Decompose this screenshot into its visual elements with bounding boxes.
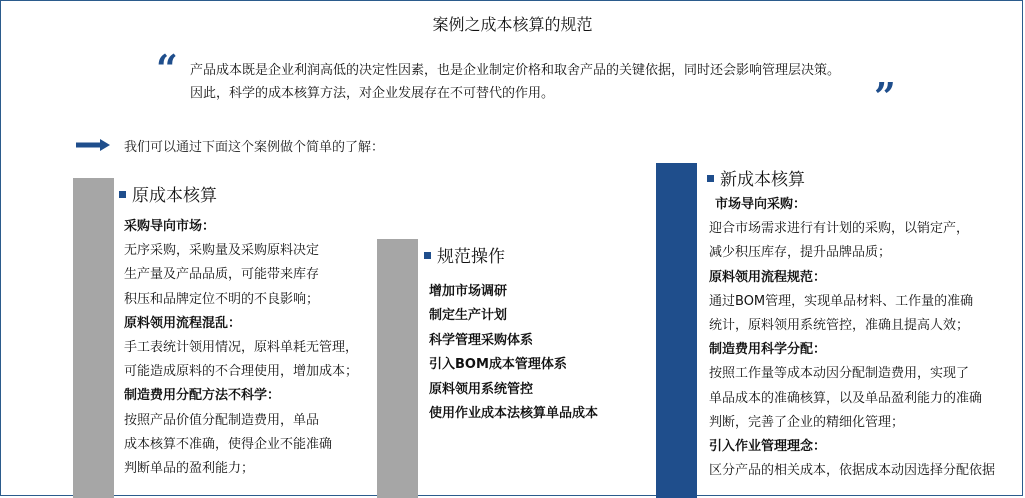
list-item: 使用作业成本法核算单品成本 <box>429 406 599 422</box>
list-item: 通过BOM管理，实现单品材料、工作量的准确 <box>709 293 974 309</box>
intro-text: 我们可以通过下面这个案例做个简单的了解： <box>124 140 385 155</box>
list-item: 成本核算不准确，使得企业不能准确 <box>124 436 333 452</box>
list-item: 手工表统计领用情况，原料单耗无管理， <box>124 340 359 356</box>
bullet-square-icon <box>119 191 126 198</box>
quote-line-2: 因此，科学的成本核算方法，对企业发展存在不可替代的作用。 <box>190 86 555 101</box>
bullet-square-icon <box>707 175 714 182</box>
list-item: 统计，原料领用系统管控，准确且提高人效； <box>709 318 970 334</box>
list-item: 按照工作量等成本动因分配制造费用，实现了 <box>709 366 970 382</box>
section-title-original: 原成本核算 <box>119 181 217 206</box>
open-quote-icon: “ <box>156 46 178 91</box>
list-item: 按照产品价值分配制造费用，单品 <box>124 412 320 428</box>
list-item: 制定生产计划 <box>429 308 508 324</box>
list-item: 判断，完善了企业的精细化管理； <box>709 414 905 430</box>
list-item: 增加市场调研 <box>429 284 508 299</box>
list-item: 采购导向市场： <box>124 219 216 234</box>
list-item: 减少积压库存，提升品牌品质； <box>709 245 892 261</box>
page-title: 案例之成本核算的规范 <box>432 15 593 34</box>
quote-line-1: 产品成本既是企业利润高低的决定性因素，也是企业制定价格和取舍产品的关键依据，同时还会影响管理层决策。 <box>190 63 841 78</box>
new-costing-list <box>709 193 995 483</box>
list-item: 引入BOM成本管理体系 <box>429 357 567 373</box>
section-title-new: 新成本核算 <box>707 165 805 190</box>
list-item: 制造费用科学分配： <box>709 342 827 358</box>
list-item: 迎合市场需求进行有计划的采购，以销定产， <box>709 221 970 237</box>
arrow-right-icon <box>76 139 110 151</box>
list-item: 科学管理采购体系 <box>429 332 534 348</box>
list-item: 引入作业管理理念： <box>709 439 827 455</box>
right-accent-bar <box>656 163 697 498</box>
list-item: 区分产品的相关成本，依据成本动因选择分配依据 <box>709 463 996 479</box>
list-item: 单品成本的准确核算，以及单品盈利能力的准确 <box>709 390 983 406</box>
list-item: 积压和品牌定位不明的不良影响； <box>124 291 320 307</box>
standard-operation-list <box>429 280 598 426</box>
list-item: 生产量及产品品质，可能带来库存 <box>124 267 320 283</box>
list-item: 原料领用流程混乱： <box>124 315 242 331</box>
middle-accent-bar <box>377 239 418 498</box>
list-item: 市场导向采购： <box>715 197 807 212</box>
left-accent-bar <box>73 178 114 498</box>
list-item: 可能造成原料的不合理使用，增加成本； <box>124 364 359 380</box>
list-item: 无序采购，采购量及采购原料决定 <box>124 243 320 259</box>
section-title-standard: 规范操作 <box>424 242 505 267</box>
list-item: 制造费用分配方法不科学： <box>124 388 281 404</box>
bullet-square-icon <box>424 252 431 259</box>
list-item: 原料领用流程规范： <box>709 269 827 285</box>
close-quote-icon: ” <box>874 74 896 119</box>
list-item: 原料领用系统管控 <box>429 381 534 397</box>
original-costing-list <box>124 215 358 481</box>
list-item: 判断单品的盈利能力； <box>124 461 255 477</box>
